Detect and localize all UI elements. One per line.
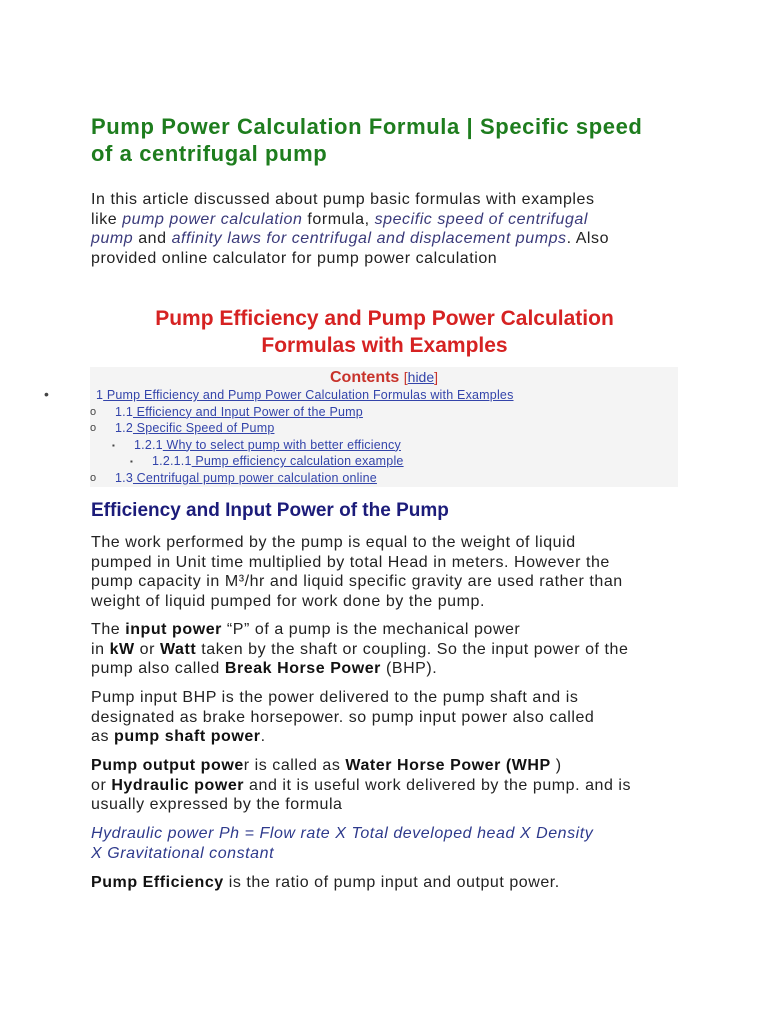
text-span: r is called as [243, 757, 346, 774]
text-span: and it is useful work delivered by the pump. and is [244, 776, 632, 794]
text-line [91, 210, 609, 230]
text-span: (BHP). [380, 660, 438, 678]
text-line [91, 688, 594, 708]
heading-line: Pump Efficiency and Pump Power Calculation [155, 307, 614, 330]
toc-title: Contents [329, 369, 400, 386]
text-span: designated as brake horsepower. so pump input power also called [91, 708, 595, 726]
italic-text: Hydraulic power Ph = Flow rate X Total developed head X Density [91, 825, 594, 842]
toc-item-link[interactable]: Pump efficiency calculation example [191, 454, 404, 468]
text-span: formula, [302, 210, 375, 228]
toc-item-link[interactable]: Pump Efficiency and Pump Power Calculation Formulas with Examples [103, 388, 514, 402]
text-line [91, 756, 631, 776]
toc-item-number: 1.2 [115, 421, 133, 435]
toc-header: Contents [hide] [329, 369, 439, 386]
text-line [91, 708, 594, 728]
toc-item-link[interactable]: Centrifugal pump power calculation online [132, 470, 377, 485]
toc-item[interactable] [152, 454, 404, 468]
italic-text: specific speed of centrifugal [374, 210, 588, 228]
toc-item-link[interactable]: Specific Speed of Pump [132, 421, 275, 435]
toc-bullet-icon: o [90, 422, 97, 434]
toc-item[interactable] [115, 421, 274, 435]
heading-line: Formulas with Examples [261, 334, 508, 357]
text-span: as [91, 728, 114, 746]
text-span: In this article discussed about pump basic formulas with examples [91, 191, 595, 208]
body-paragraph [91, 756, 631, 815]
bold-text: Break Horse Power [224, 660, 381, 678]
bold-text: Hydraulic power [111, 776, 245, 794]
italic-text: pump power calculation [122, 210, 303, 228]
section-heading: Efficiency and Input Power of the Pump [91, 500, 449, 521]
text-line [91, 190, 609, 210]
toc-item[interactable] [134, 438, 401, 452]
title-line: Pump Power Calculation Formula | Specific speed [91, 114, 643, 139]
text-line [91, 824, 593, 844]
text-span: taken by the shaft or coupling. So the input power of the [196, 640, 629, 658]
bold-text: Pump Efficiency [91, 874, 224, 891]
toc-bullet-icon: ▪ [112, 440, 115, 450]
bold-text: Pump output powe [91, 757, 244, 774]
toc-bullet-icon: • [44, 386, 49, 402]
toc-bullet-icon: ▪ [130, 457, 133, 466]
toc-item[interactable] [96, 388, 514, 402]
toc-item-number: 1.3 [115, 470, 133, 485]
text-span: Pump input BHP is the power delivered to the pump shaft and is [91, 689, 579, 706]
text-line [91, 795, 631, 815]
text-line [91, 592, 623, 612]
text-span: pump capacity in M³/hr and liquid specific gravity are used rather than [91, 573, 623, 591]
body-paragraph [91, 688, 594, 747]
text-span: “P” of a pump is the mechanical power [221, 621, 521, 638]
text-line [91, 249, 609, 269]
text-span: . [260, 728, 266, 746]
text-span: like [91, 210, 123, 228]
text-line [91, 844, 593, 864]
text-span: in [91, 640, 110, 658]
body-paragraph [91, 533, 623, 611]
formula-paragraph [91, 824, 593, 863]
text-line [91, 640, 628, 660]
toc-item-number: 1.1 [115, 404, 133, 419]
text-line [91, 572, 623, 592]
text-line [91, 727, 594, 747]
text-span: or [134, 640, 160, 658]
bold-text: kW [109, 640, 135, 658]
text-span: or [91, 776, 112, 794]
text-span: provided online calculator for pump power calculation [91, 249, 498, 267]
italic-text: affinity laws for centrifugal and displacement pumps [171, 230, 567, 248]
body-paragraph [91, 873, 560, 893]
toc-item-number: 1.2.1 [134, 437, 163, 452]
toc-item[interactable] [115, 405, 363, 419]
toc-item-number: 1.2.1.1 [152, 454, 192, 468]
bold-text: Water Horse Power (WHP [345, 757, 551, 774]
text-span: The work performed by the pump is equal to the weight of liquid [91, 534, 576, 551]
text-span: weight of liquid pumped for work done by the pump. [91, 592, 485, 610]
title-line: of a centrifugal pump [91, 141, 328, 166]
section-heading-red [91, 305, 678, 359]
toc-item-link[interactable]: Why to select pump with better efficiency [162, 437, 401, 452]
toc-item-link[interactable]: Efficiency and Input Power of the Pump [132, 404, 363, 419]
toc-bullet-icon: o [90, 471, 97, 484]
text-line [91, 229, 609, 249]
intro-paragraph [91, 190, 609, 268]
body-paragraph [91, 620, 628, 679]
text-span: The [91, 621, 126, 638]
toc-item-number: 1 [96, 388, 104, 402]
text-span: is the ratio of pump input and output power. [223, 874, 560, 891]
text-span: ) [550, 757, 562, 774]
toc-item[interactable] [115, 471, 377, 485]
italic-text: pump [91, 230, 134, 248]
text-span: pumped in Unit time multiplied by total Head in meters. However the [91, 553, 610, 571]
toc-hide-link[interactable]: hide [407, 369, 435, 385]
bold-text: pump shaft power [114, 728, 261, 746]
text-line [91, 620, 628, 640]
text-span: . Also [566, 230, 610, 248]
bold-text: input power [125, 621, 222, 638]
text-span: and [133, 230, 172, 248]
text-line [91, 659, 628, 679]
text-line [91, 533, 623, 553]
bold-text: Watt [160, 640, 197, 658]
text-line [91, 553, 623, 573]
text-line [91, 873, 560, 893]
table-of-contents [44, 367, 678, 487]
text-span: usually expressed by the formula [91, 796, 343, 814]
toc-bullet-icon: o [90, 405, 97, 418]
article-title [91, 113, 642, 167]
italic-text: X Gravitational constant [91, 844, 275, 862]
text-line [91, 776, 631, 796]
text-span: pump also called [91, 660, 225, 678]
